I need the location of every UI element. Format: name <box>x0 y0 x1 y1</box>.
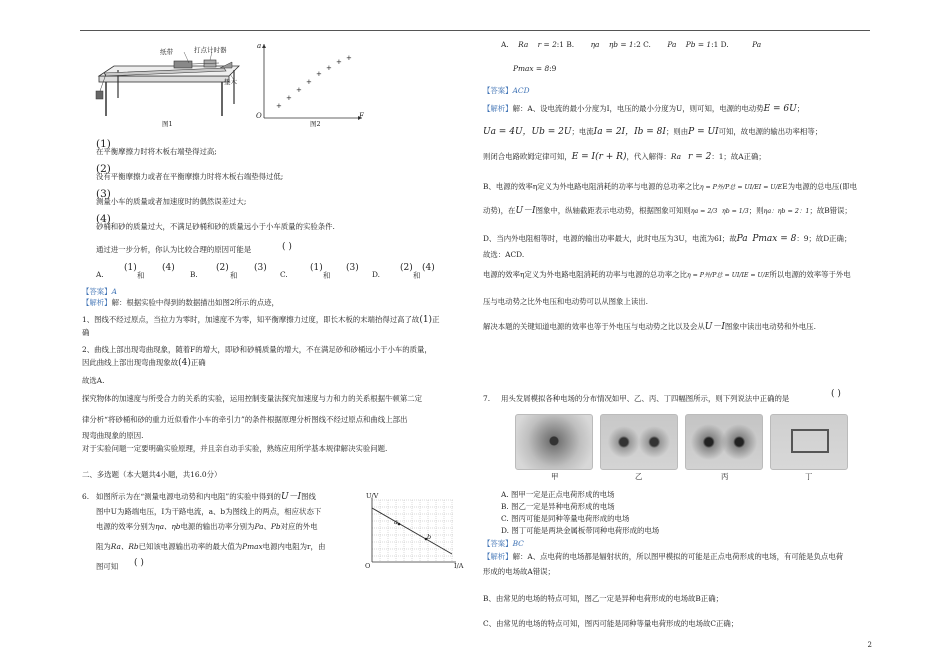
q6-jiexi-1 <box>483 104 804 115</box>
q6-jiexi-5-pre: 动势)，在 <box>483 206 516 215</box>
q7-jiexi-1-text: 解：A、点电荷的电场都是辐射状的，所以图甲模拟的可能是正点电荷形成的电场，有可能是负点电荷 <box>512 552 844 561</box>
q6-jiexi-3-mid: ，代入解得： <box>626 152 671 161</box>
q7-option-B[interactable]: B. 图乙一定是异种电荷形成的电场 <box>501 502 615 511</box>
q6-jiexi-10-pre: 解决本题的关键知道电源的效率也等于外电压与电动势之比以及会从 <box>483 322 705 331</box>
q7-jiexi-2-tail: 故A错误； <box>519 567 555 576</box>
q7-option-A[interactable]: A. 图甲一定是正点电荷形成的电场 <box>501 490 615 499</box>
scatter-point: + <box>296 86 302 94</box>
para-3: 故选A. <box>82 376 105 385</box>
q6-jiexi-6 <box>483 234 851 245</box>
opt1-num: (1) <box>96 138 111 150</box>
q6-jiexi-6-tail: ：9；故D正确； <box>796 234 852 243</box>
q6-line-1-math: U－I <box>280 492 302 502</box>
scatter-point: + <box>336 58 342 66</box>
ui-graph-x-label: I/A <box>454 562 464 570</box>
label-ding: 丁 <box>805 472 813 481</box>
q6-option-A-r: r = 2 <box>537 40 557 49</box>
scatter-point: + <box>316 70 322 78</box>
q6-jiexi-10-tail: 图象中读出电动势和外电压. <box>724 322 816 331</box>
ui-graph-point-b: b <box>427 533 432 541</box>
analysis-tag-q7: 【解析】 <box>483 552 513 561</box>
para-4 <box>82 394 422 403</box>
q6-jiexi-10 <box>483 322 816 333</box>
choice-C-label[interactable]: C. <box>280 270 288 279</box>
q6-jiexi-3-eq: E = I(r + R) <box>571 152 627 162</box>
q6-jiexi-1-tail: ； <box>796 104 805 113</box>
answer-value: A <box>111 287 117 296</box>
analysis-tag: 【解析】 <box>82 298 112 307</box>
q6-jiexi-2-eq1: Ua = 4U，Ub = 2U <box>483 127 572 137</box>
q6-jiexi-8-pre: 电源的效率η定义为外电路电阻消耗的功率与电源的总功率之比 <box>483 270 687 279</box>
q6-line-3-p: Pa、Pb <box>254 522 281 531</box>
q6-line-1 <box>96 492 316 503</box>
q7-jiexi-2 <box>483 567 555 576</box>
q6-jiexi-9 <box>483 297 648 306</box>
para-1-tail-pre: 故 <box>411 315 420 324</box>
q6-option-B-v: ηa <box>590 40 600 49</box>
scatter-point: + <box>306 78 312 86</box>
q7-jiexi-3-pre: B、由常见的电场的特点可知，图乙一定是异种电荷形成的电场 <box>483 594 688 603</box>
q6-line-4-r: Ra、Rb <box>110 542 139 551</box>
para-1b: 确 <box>82 328 90 337</box>
q7-paren: ( ) <box>831 389 841 399</box>
q7-jiexi-3 <box>483 594 723 603</box>
q6-jiexi-2-tail: 可知，故电源的输出功率相等； <box>718 127 823 136</box>
label-paper-tape: 纸带 <box>160 48 173 56</box>
q6-line-4-mid: 已知该电源输出功率的最大值为 <box>138 542 243 551</box>
field-photo-jia <box>515 414 593 470</box>
q6-jiexi-8 <box>483 270 851 280</box>
q6-line-4-pre: 阻为 <box>96 542 111 551</box>
q7-option-D[interactable]: D. 图丁可能是两块金属板带同种电荷形成的电场 <box>501 526 660 535</box>
para-2b-pre: 因此曲线上部出现弯曲现象 <box>82 358 171 367</box>
opt1-text: 在平衡摩擦力时将木板右端垫得过高; <box>96 147 217 156</box>
q7-jiexi-1 <box>483 552 843 561</box>
q6-jiexi-1-text: 解：A、设电流的最小分度为I，电压的最小分度为U，则可知，电源的电动势 <box>512 104 764 113</box>
q6-option-B-t: :2 C. <box>633 40 651 49</box>
field-photo-yi <box>600 414 678 470</box>
q6-jiexi-3-tail: ：1；故A正确； <box>711 152 766 161</box>
opt3-text: 测量小车的质量或者加速度时的偶然误差过大; <box>96 197 247 206</box>
q6-jiexi-1-eq: E = 6U <box>763 104 797 114</box>
para-2b <box>82 358 206 369</box>
answer-value-q6: ACD <box>512 86 530 95</box>
choice-A-and: 和 <box>137 271 145 280</box>
q6-jiexi-5-eq: ηa = 2/3 <box>690 208 718 215</box>
q6-option-C-e: Pb = 1 <box>685 40 712 49</box>
choice-A-1: (1) <box>124 263 137 273</box>
q6-line-4-pmax: Pmax <box>242 542 263 551</box>
q6-jiexi-5-eq2: ηb = 1/3 <box>722 208 749 215</box>
opt2-num: (2) <box>96 163 111 175</box>
q6-jiexi-8-tail: 所以电源的效率等于外电 <box>769 270 851 279</box>
answer-line <box>82 287 117 296</box>
ui-graph-origin: O <box>365 562 371 570</box>
analysis-prompt: 通过进一步分析，你认为比较合理的原因可能是 <box>96 245 252 254</box>
q6-jiexi-3-eq3: r = 2 <box>688 152 712 162</box>
q6-jiexi-2-mid: ；电流 <box>571 127 594 136</box>
para-1-num: (1) <box>419 315 433 325</box>
q6-line-3-pre: 电源的效率分别为 <box>96 522 156 531</box>
q6-jiexi-5 <box>483 206 852 217</box>
q6-jiexi-8-eq: η = P外/P总 = UI/IE = U/E <box>686 272 770 279</box>
answer-value-q7: BC <box>512 539 524 548</box>
answer-tag: 【答案】 <box>82 287 112 296</box>
q6-line-1-tail: 图线 <box>301 492 316 501</box>
q6-jiexi-5-mid2: ；则 <box>748 206 764 215</box>
q6-jiexi-5-tail: ；故B错误； <box>809 206 852 215</box>
choice-C-and: 和 <box>323 271 331 280</box>
q6-option-A-t: :1 B. <box>556 40 575 49</box>
opt2-text: 没有平衡摩擦力或者在平衡摩擦力时将木板右端垫得过低; <box>96 172 284 181</box>
q6-option-C-v: Pa <box>667 40 677 49</box>
q6-jiexi-3 <box>483 152 766 163</box>
fig2-origin: O <box>256 112 262 120</box>
q6-paren: ( ) <box>134 558 144 568</box>
fig1-caption: 图1 <box>162 120 173 128</box>
q6-jiexi-10-ui: U－I <box>704 322 725 332</box>
q7-jiexi-4-tail: 故C正确； <box>703 619 739 628</box>
header-rule <box>80 30 870 31</box>
label-wedge: 垫木 <box>224 78 237 86</box>
scatter-point: + <box>326 64 332 72</box>
ui-graph <box>364 494 464 574</box>
q6-option-A-v: Ra <box>518 40 529 49</box>
para-1 <box>82 315 439 326</box>
analysis-line <box>82 298 279 307</box>
field-photo-bing <box>685 414 763 470</box>
q6-jiexi-4-pre: B、电源的效率η定义为外电路电阻消耗的功率与电源的总功率之比 <box>483 182 700 191</box>
q6-line-3-mid: 电源的输出功率分别为 <box>180 522 255 531</box>
choice-B-2: (3) <box>254 263 267 273</box>
section-heading: 二、多选题（本大题共4小题，共16.0分） <box>82 470 222 479</box>
question-paren: ( ) <box>282 242 292 252</box>
opt4-text: 砂桶和砂的质量过大，不满足砂桶和砂的质量远小于小车质量的实验条件. <box>96 222 335 231</box>
q6-jiexi-4 <box>483 182 857 192</box>
choice-C-1: (1) <box>310 263 323 273</box>
q6-line-1-pre: 如图所示为在“测量电源电动势和内电阻”的实验中得到的 <box>96 492 281 501</box>
scatter-point: + <box>276 102 282 110</box>
q6-line-4-tail: 电源内电阻为r，由 <box>262 542 326 551</box>
q6-line-3-eta: ηa、ηb <box>155 522 181 531</box>
para-2b-num: (4) <box>178 358 191 368</box>
para-6: 现弯曲现象的原因. <box>82 431 144 440</box>
q6-jiexi-5-eq3: ηa：ηb = 2：1 <box>763 207 810 215</box>
para-2b-mid: 故 <box>170 358 179 367</box>
q6-option-D-row <box>513 64 556 73</box>
para-2b-tail: 正确 <box>190 358 206 367</box>
opt4-num: (4) <box>96 213 111 225</box>
scatter-point: + <box>286 94 292 102</box>
q6-jiexi-4-tail: E为电源的总电压(即电 <box>782 182 857 191</box>
q6-jiexi-5-mid: 图象中，纵轴截距表示电动势，根据图象可知则 <box>535 206 691 215</box>
parallel-plates-icon <box>791 429 829 453</box>
para-4-text: 探究物体的加速度与所受合力的关系的实验，运用控制变量法探究加速度与力和力的关系 <box>82 394 371 403</box>
label-yi: 乙 <box>635 472 643 481</box>
choice-D-2: (4) <box>422 263 435 273</box>
choice-B-and: 和 <box>230 271 238 280</box>
choice-A-2: (4) <box>162 263 175 273</box>
para-7: 对于实验问题一定要明确实验原理，并且亲自动手实验，熟练应用所学基本规律解决实验问题. <box>82 444 388 453</box>
answer3-line <box>483 539 524 548</box>
answer2-line <box>483 86 530 95</box>
choice-B-1: (2) <box>216 263 229 273</box>
q6-jiexi-6-text: D、当内外电阻相等时，电源的输出功率最大，此时电压为3U，电流为6I；故 <box>483 234 737 243</box>
scatter-point: + <box>346 54 352 62</box>
choice-D-and: 和 <box>413 271 421 280</box>
answer-tag-q6: 【答案】 <box>483 86 513 95</box>
q6-option-D-eq: Pmax = 8 <box>513 64 550 73</box>
q6-jiexi-5-ui: U－I <box>515 206 536 216</box>
para-5-tail: 根据原理分析图线不经过原点和曲线上部出 <box>266 415 408 424</box>
q6-jiexi-2 <box>483 127 822 138</box>
q6-jiexi-6-eq: Pa <box>736 234 748 244</box>
q6-jiexi-3-eq2: Ra <box>670 152 681 161</box>
q7-text: 用头发屑模拟各种电场的分布情况如甲、乙、丙、丁四幅图所示，则下列说法中正确的是 <box>501 394 790 403</box>
q7-jiexi-4-pre: C、由常见的电场的特点可知，图丙可能是同种等量电荷形成的电场 <box>483 619 703 628</box>
q7-number: 7. <box>483 394 491 403</box>
para-2: 2、曲线上部出现弯曲现象，随着F的增大，即砂和砂桶质量的增大，不在满足砂和砂桶远小于小车的质量， <box>82 345 432 354</box>
choice-C-2: (3) <box>346 263 359 273</box>
para-1-text: 1、图线不经过原点，当拉力为零时，加速度不为零，知平衡摩擦力过度，即长木板的末端抬得过高了 <box>82 315 412 324</box>
field-photo-ding <box>770 414 848 470</box>
choice-D-label[interactable]: D. <box>372 270 381 279</box>
opt3-num: (3) <box>96 188 111 200</box>
page-number: 2 <box>867 641 872 650</box>
q6-jiexi-4-eq: η = P外/P总 = UI/EI = U/E <box>699 184 783 191</box>
choice-D-1: (2) <box>400 263 413 273</box>
q7-option-C[interactable]: C. 图丙可能是同种等量电荷形成的电场 <box>501 514 630 523</box>
q6-line-2: 图中U为路端电压，I为干路电流，a、b为图线上的两点，相应状态下 <box>96 507 322 516</box>
q6-jiexi-9-tail: 外电压和电动势可以从图象上读出. <box>534 297 648 306</box>
q6-jiexi-3-text: 则闭合电路欧姆定律可知， <box>483 152 572 161</box>
ui-graph-y-label: U/V <box>366 492 379 500</box>
q6-jiexi-6-eq2: Pmax = 8 <box>752 234 797 244</box>
q7-jiexi-2-pre: 形成的电场 <box>483 567 520 576</box>
label-timer: 打点计时器 <box>194 46 227 54</box>
q6-jiexi-2-eq2: Ia = 2I，Ib = 8I <box>593 127 666 137</box>
q6-option-A[interactable]: A. <box>501 40 509 49</box>
q6-option-B-e: ηb = 1 <box>608 40 634 49</box>
q6-line-4 <box>96 542 325 551</box>
q6-line-3 <box>96 522 318 531</box>
q6-options-row <box>501 40 761 49</box>
answer-tag-q7: 【答案】 <box>483 539 513 548</box>
fig2-caption: 图2 <box>310 120 321 128</box>
q6-number: 6. <box>82 492 90 501</box>
para-5-text: 律分析“将砂桶和砂的重力近似看作小车的牵引力”的条件 <box>82 415 267 424</box>
q6-option-D-t: :9 <box>549 64 557 73</box>
para-1-tail: 正 <box>432 315 440 324</box>
ui-graph-point-a: a <box>394 518 398 526</box>
figure-2-a-F-plot <box>250 40 370 132</box>
analysis-text: 解：根据实验中得到的数据描出如图2所示的点迹， <box>111 298 279 307</box>
q6-jiexi-9-text: 压与电动势之比 <box>483 297 535 306</box>
fig2-y-label: a <box>257 42 262 50</box>
choice-B-label[interactable]: B. <box>190 270 198 279</box>
label-bing: 丙 <box>721 472 729 481</box>
label-jia: 甲 <box>551 472 559 481</box>
fig2-x-label: F <box>359 112 364 120</box>
para-5 <box>82 415 407 424</box>
q6-option-D-v: Pa <box>752 40 762 49</box>
q6-jiexi-7: 故选：ACD. <box>483 250 525 259</box>
analysis-tag-q6: 【解析】 <box>483 104 513 113</box>
q7-jiexi-3-tail: 故B正确； <box>687 594 723 603</box>
choice-A-label[interactable]: A. <box>96 270 104 279</box>
q7-jiexi-4 <box>483 619 738 628</box>
para-4-tail: 根据牛顿第二定 <box>370 394 422 403</box>
q6-jiexi-2-eq3: P = UI <box>688 127 719 137</box>
q6-line-3-tail: 对应的外电 <box>280 522 318 531</box>
q6-option-C-t: :1 D. <box>711 40 729 49</box>
q6-line-5: 图可知 <box>96 562 119 571</box>
q6-jiexi-2-mid2: ；则由 <box>665 127 689 136</box>
